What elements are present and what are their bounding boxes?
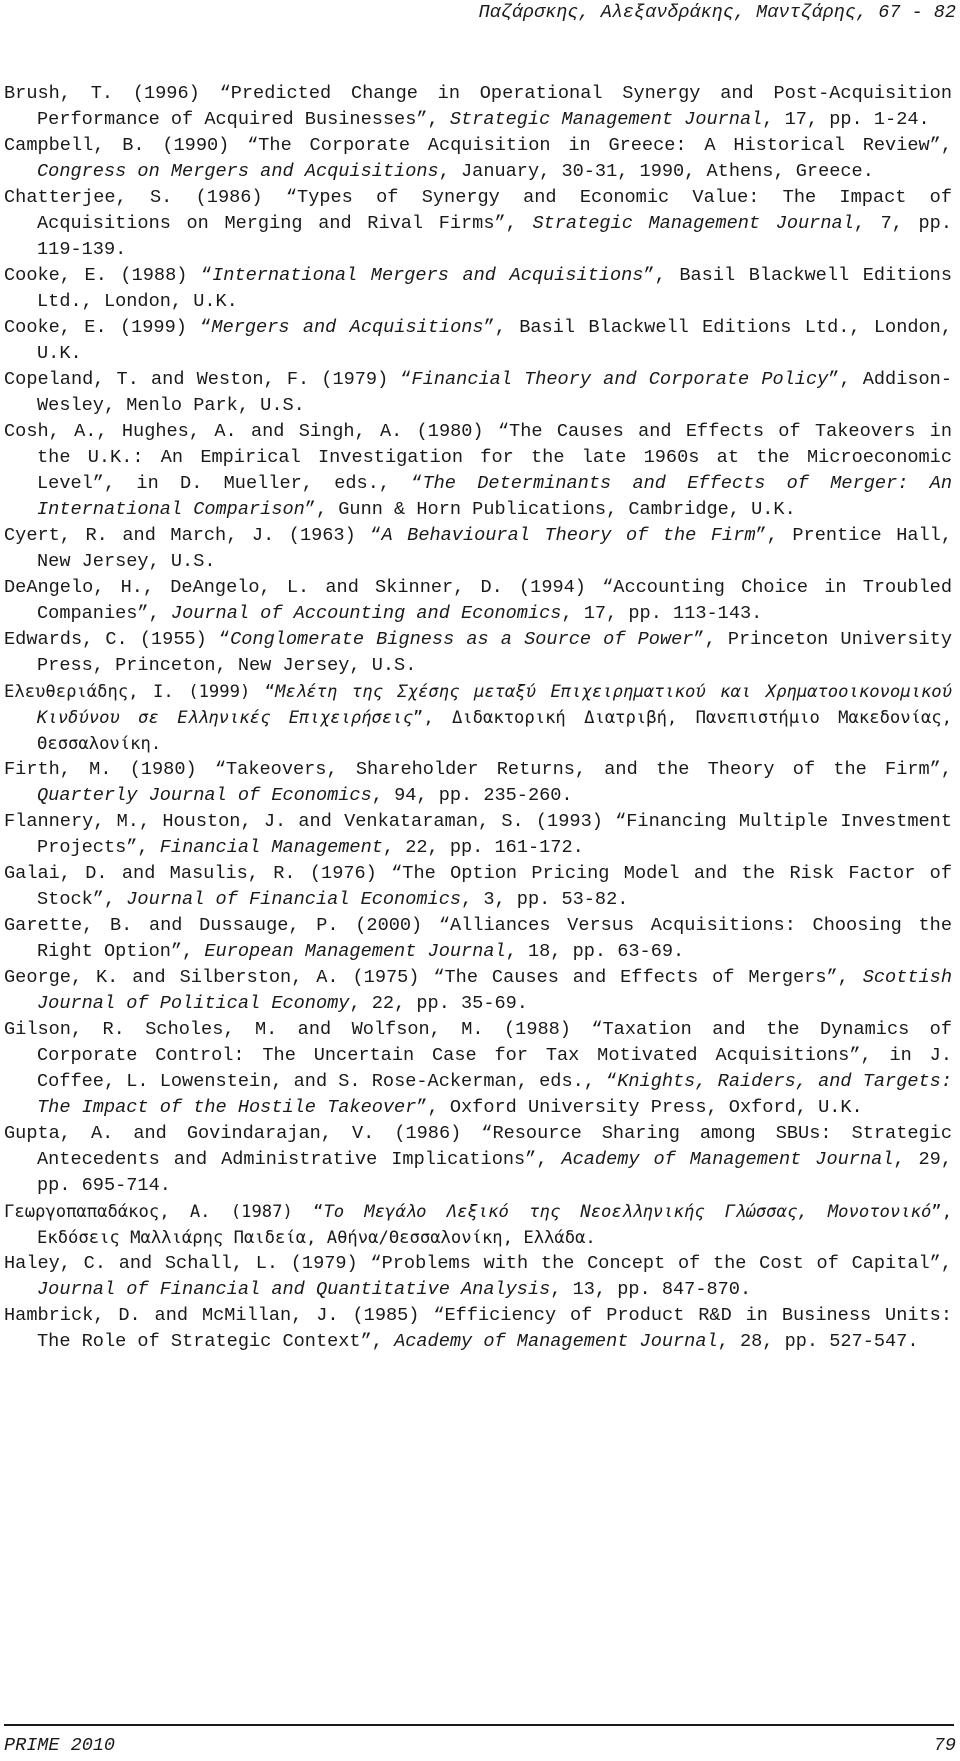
reference-entry: Cooke, E. (1999) “Mergers and Acquisitions”, Basil Blackwell Editions Ltd., London, U.K. <box>4 317 952 364</box>
reference-entry: Galai, D. and Masulis, R. (1976) “The Option Pricing Model and the Risk Factor of Stock”, Journal of Financial Economics, 3, pp. 53-82. <box>4 863 952 910</box>
reference-list <box>4 81 952 1355</box>
reference-entry: Brush, T. (1996) “Predicted Change in Operational Synergy and Post-Acquisition Performance of Acquired Businesses”, Strategic Management Journal, 17, pp. 1-24. <box>4 83 952 130</box>
reference-entry: Gupta, A. and Govindarajan, V. (1986) “Resource Sharing among SBUs: Strategic Antecedents and Administrative Implications”, Academy of Management Journal, 29, pp. 695-714. <box>4 1123 952 1196</box>
reference-entry: Haley, C. and Schall, L. (1979) “Problems with the Concept of the Cost of Capital”, Journal of Financial and Quantitative Analysis, 13, pp. 847-870. <box>4 1253 952 1300</box>
reference-entry: Flannery, M., Houston, J. and Venkataraman, S. (1993) “Financing Multiple Investment Projects”, Financial Management, 22, pp. 161-172. <box>4 811 952 858</box>
reference-entry: Γεωργοπαπαδάκος, Α. (1987) “Το Μεγάλο Λεξικό της Νεοελληνικής Γλώσσας, Μονοτονικό”, Εκδόσεις Μαλλιάρης Παιδεία, Αθήνα/Θεσσαλονίκη, Ελλάδα. <box>4 1202 952 1248</box>
footer-rule <box>4 1724 954 1726</box>
reference-entry: Cosh, A., Hughes, A. and Singh, A. (1980) “The Causes and Effects of Takeovers in the U.K.: An Empirical Investigation for the late 1960s at the Microeconomic Level”, in D. Mueller, eds., “The Determinants and Effects of Merger: An International Comparison”, Gunn & Horn Publications, Cambridge, U.K. <box>4 421 953 520</box>
reference-entry: Copeland, T. and Weston, F. (1979) “Financial Theory and Corporate Policy”, Addison-Wesley, Menlo Park, U.S. <box>4 369 952 416</box>
reference-entry: DeAngelo, H., DeAngelo, L. and Skinner, D. (1994) “Accounting Choice in Troubled Companies”, Journal of Accounting and Economics, 17, pp. 113-143. <box>4 577 952 624</box>
footer-journal: PRIME 2010 <box>4 1735 116 1756</box>
reference-entry: Cooke, E. (1988) “International Mergers and Acquisitions”, Basil Blackwell Editions Ltd., London, U.K. <box>4 265 952 312</box>
reference-entry: Edwards, C. (1955) “Conglomerate Bigness as a Source of Power”, Princeton University Press, Princeton, New Jersey, U.S. <box>4 629 953 676</box>
page-number: 79 <box>933 1735 956 1756</box>
running-head: Παζάρσκης, Αλεξανδράκης, Μαντζάρης, 67 - 82 <box>478 2 956 23</box>
reference-entry: Garette, B. and Dussauge, P. (2000) “Alliances Versus Acquisitions: Choosing the Right Option”, European Management Journal, 18, pp. 63-69. <box>4 915 952 962</box>
reference-entry: Chatterjee, S. (1986) “Types of Synergy and Economic Value: The Impact of Acquisitions on Merging and Rival Firms”, Strategic Management Journal, 7, pp. 119-139. <box>4 187 952 260</box>
reference-entry: Ελευθεριάδης, Ι. (1999) “Μελέτη της Σχέσης μεταξύ Επιχειρηματικού και Χρηματοοικονομικού Κινδύνου σε Ελληνικές Επιχειρήσεις”, Διδακτορική Διατριβή, Πανεπιστήμιο Μακεδονίας, Θεσσαλονίκη. <box>4 682 953 754</box>
reference-entry: Cyert, R. and March, J. (1963) “A Behavioural Theory of the Firm”, Prentice Hall, New Jersey, U.S. <box>4 525 953 572</box>
reference-entry: Hambrick, D. and McMillan, J. (1985) “Efficiency of Product R&D in Business Units: The Role of Strategic Context”, Academy of Management Journal, 28, pp. 527-547. <box>4 1305 952 1352</box>
reference-entry: Firth, M. (1980) “Takeovers, Shareholder Returns, and the Theory of the Firm”, Quarterly Journal of Economics, 94, pp. 235-260. <box>4 759 952 806</box>
reference-entry: George, K. and Silberston, A. (1975) “The Causes and Effects of Mergers”, Scottish Journal of Political Economy, 22, pp. 35-69. <box>4 967 952 1014</box>
reference-entry: Campbell, B. (1990) “The Corporate Acquisition in Greece: A Historical Review”, Congress on Mergers and Acquisitions, January, 30-31, 1990, Athens, Greece. <box>4 135 952 182</box>
reference-entry: Gilson, R. Scholes, M. and Wolfson, M. (1988) “Taxation and the Dynamics of Corporate Control: The Uncertain Case for Tax Motivated Acquisitions”, in J. Coffee, L. Lowenstein, and S. Rose-Ackerman, eds., “Knights, Raiders, and Targets: The Impact of the Hostile Takeover”, Oxford University Press, Oxford, U.K. <box>4 1019 952 1118</box>
